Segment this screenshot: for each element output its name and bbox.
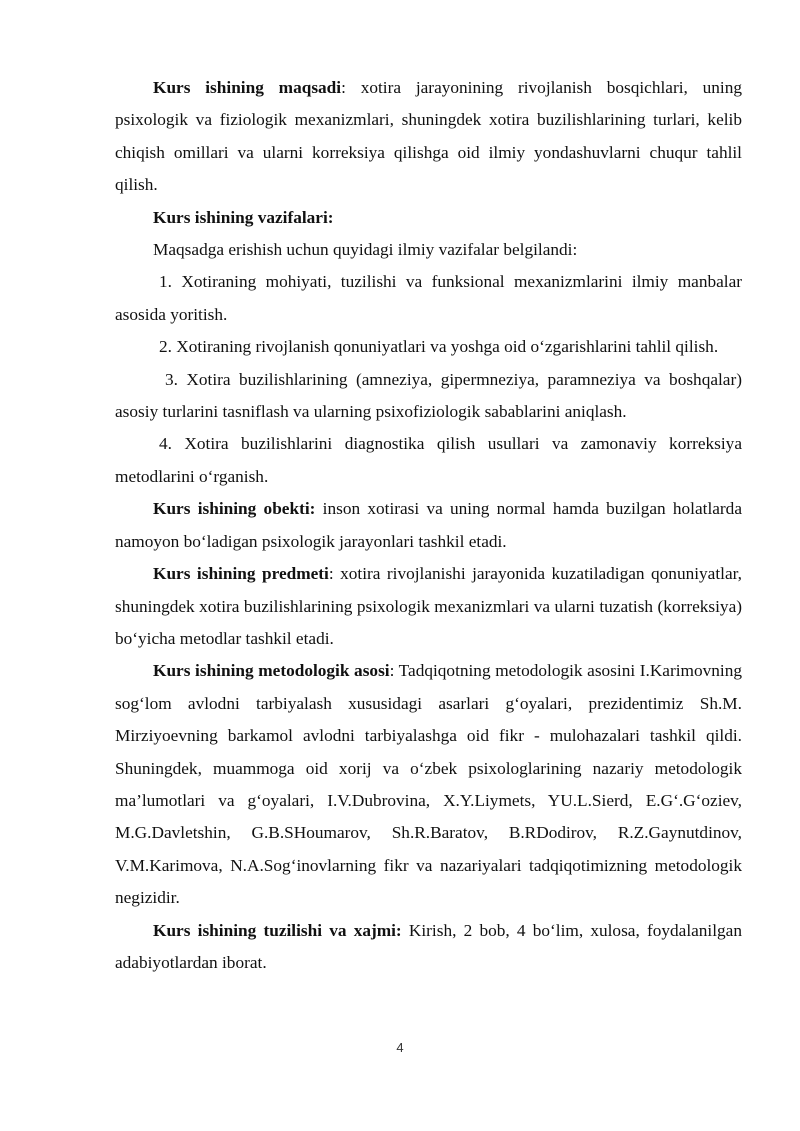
- structure-label: Kurs ishining tuzilishi va xajmi:: [153, 920, 402, 940]
- task-item-4-text: 4. Xotira buzilishlarini diagnostika qilish usullari va zamonaviy korreksiya metodlarini o‘rganish.: [115, 434, 742, 486]
- methodology-text: : Tadqiqotning metodologik asosini I.Karimovning sog‘lom avlodni tarbiyalash xususidagi asarlari g‘oyalari, prezidentimiz Sh.M. Mirziyoevning barkamol avlodni tarbiyalashga oid fikr - mulohazalari tashkil qildi. Shuningdek, muammoga oid xorij va o‘zbek psixologlarining nazariy metodologik ma’lumotlari va g‘oyalari, I.V.Dubrovina, X.Y.Liymets, YU.L.Sierd, E.G‘.G‘oziev, M.G.Davletshin, G.B.SHoumarov, Sh.R.Baratov, B.RDodirov, R.Z.Gaynutdinov, V.M.Karimova, N.A.Sog‘inovlarning fikr va nazariyalari tadqiqotimizning metodologik negizidir.: [115, 661, 742, 908]
- paragraph-structure: [115, 915, 742, 980]
- tasks-label: Kurs ishining vazifalari:: [153, 207, 334, 227]
- paragraph-object: [115, 493, 742, 558]
- subject-text: : xotira rivojlanishi jarayonida kuzatiladigan qonuniyatlar, shuningdek xotira buzilishlarining psixologik mexanizmlari va ularni tuzatish (korreksiya) bo‘yicha metodlar tashkil etadi.: [115, 564, 742, 648]
- task-item-3: [115, 364, 742, 429]
- object-text: inson xotirasi va uning normal hamda buzilgan holatlarda namoyon bo‘ladigan psixologik jarayonlari tashkil etadi.: [115, 499, 742, 551]
- page-number: 4: [396, 1040, 404, 1055]
- object-label: Kurs ishining obekti:: [153, 499, 316, 519]
- structure-text: Kirish, 2 bob, 4 bo‘lim, xulosa, foydalanilgan adabiyotlardan iborat.: [115, 920, 742, 972]
- paragraph-subject: [115, 558, 742, 655]
- goal-text: : xotira jarayonining rivojlanish bosqichlari, uning psixologik va fiziologik mexanizmlari, shuningdek xotira buzilishlarining turlari, kelib chiqish omillari va ularni korreksiya qilishga oid ilmiy yondashuvlarni chuqur tahlil qilish.: [115, 78, 742, 195]
- paragraph-goal: [115, 72, 742, 202]
- task-item-1-text: 1. Xotiraning mohiyati, tuzilishi va funksional mexanizmlarini ilmiy manbalar asosida yoritish.: [115, 272, 742, 324]
- document-body: [115, 72, 742, 979]
- task-item-3-text: 3. Xotira buzilishlarining (amneziya, gipermneziya, paramneziya va boshqalar) asosiy turlarini tasniflash va ularning psixofiziologik sabablarini aniqlash.: [115, 369, 742, 422]
- paragraph-tasks-heading: [115, 202, 742, 234]
- task-item-2: [115, 331, 742, 363]
- task-item-1: [115, 266, 742, 331]
- paragraph-methodology: [115, 655, 742, 914]
- paragraph-tasks-intro: [115, 234, 742, 266]
- subject-label: Kurs ishining predmeti: [153, 564, 329, 584]
- methodology-label: Kurs ishining metodologik asosi: [153, 661, 390, 681]
- task-item-4: [115, 428, 742, 493]
- goal-label: Kurs ishining maqsadi: [153, 78, 342, 97]
- tasks-intro-text: Maqsadga erishish uchun quyidagi ilmiy vazifalar belgilandi:: [153, 240, 578, 260]
- task-item-2-text: 2. Xotiraning rivojlanish qonuniyatlari va yoshga oid o‘zgarishlarini tahlil qilish.: [159, 337, 719, 357]
